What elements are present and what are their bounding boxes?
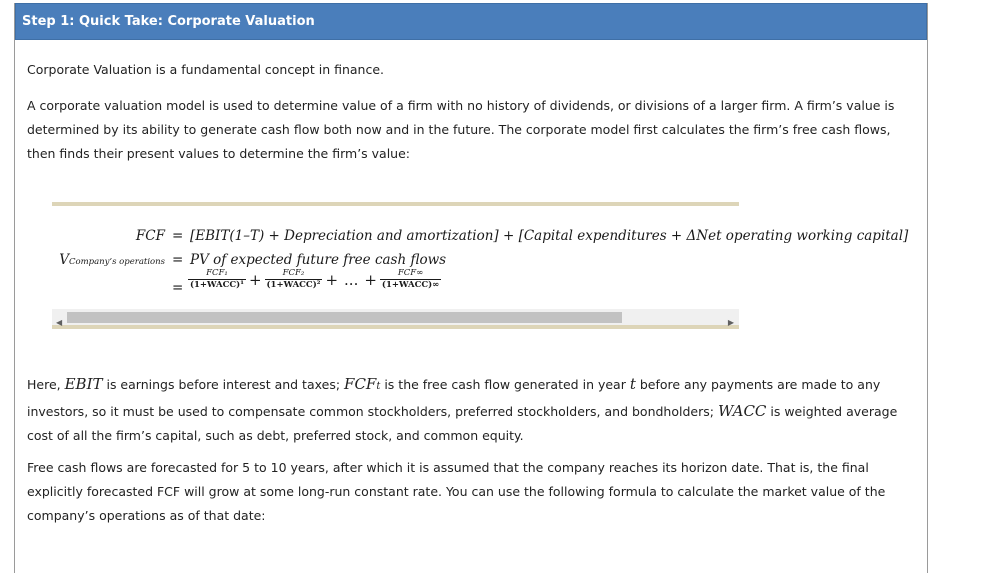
- intro-paragraph: Corporate Valuation is a fundamental concept in finance.: [27, 62, 385, 77]
- term-1: [188, 268, 246, 291]
- pv-sum-expression: [188, 267, 441, 292]
- def-text-4: before any payments are made to any investors, so it must be used to compensate common stockholders, preferred stockholders, and bondholders;: [27, 377, 881, 419]
- term-1-num: FCF₁: [188, 268, 246, 280]
- plus-2: +: [325, 270, 339, 289]
- model-paragraph: A corporate valuation model is used to determine value of a firm with no history of dividends, or divisions of a larger firm. A firm’s value is determined by its ability to generate cash flow both now and in the future. The corporate model first calculates the firm’s free cash flows, then finds their present values to determine the firm’s value:: [27, 98, 895, 161]
- definitions-paragraph: [27, 372, 917, 448]
- plus-3: +: [364, 270, 377, 289]
- term-3-num: FCF∞: [380, 268, 441, 280]
- fcf-definition: [EBIT(1–T) + Depreciation and amortization] + [Capital expenditures + ΔNet operating working capital]: [190, 228, 909, 244]
- eq-sign-2: =: [172, 252, 184, 268]
- def-text-2: is earnings before interest and taxes;: [102, 377, 345, 392]
- term-2: [265, 268, 323, 291]
- scroll-right-icon[interactable]: ▶: [727, 318, 734, 327]
- pv-definition: PV of expected future free cash flows: [190, 252, 447, 268]
- horizon-paragraph: Free cash flows are forecasted for 5 to 10 years, after which it is assumed that the company reaches its horizon date. That is, the final explicitly forecasted FCF will grow at some long-run constant rate. You can use the following formula to calculate the market value of the company’s operations as of that date:: [27, 460, 886, 523]
- eq-sign-3: =: [172, 280, 184, 296]
- fcf-lhs: FCF: [135, 228, 165, 244]
- horizontal-scrollbar[interactable]: [52, 309, 739, 325]
- fcf-subscript: t: [376, 381, 381, 392]
- term-2-den: (1+WACC)²: [266, 280, 321, 290]
- scrollbar-thumb[interactable]: [67, 312, 622, 323]
- wacc-symbol: WACC: [717, 402, 767, 420]
- term-3: [380, 268, 441, 291]
- t-symbol: t: [629, 375, 636, 393]
- def-text-1: Here,: [27, 377, 65, 392]
- step-title: Step 1: Quick Take: Corporate Valuation: [22, 14, 315, 29]
- v-company-lhs: [52, 248, 165, 274]
- term-1-den: (1+WACC)¹: [190, 280, 244, 290]
- v-symbol: V: [59, 252, 69, 268]
- eq-sign-1: =: [172, 228, 184, 244]
- def-text-3: is the free cash flow generated in year: [380, 377, 630, 392]
- term-3-den: (1+WACC)∞: [381, 280, 440, 290]
- ellipsis: ...: [344, 270, 359, 289]
- step-panel: [14, 3, 928, 573]
- def-text-5: is weighted average cost of all the firm’s capital, such as debt, preferred stock, and common equity.: [27, 404, 898, 443]
- ebit-symbol: EBIT: [64, 375, 103, 393]
- scroll-left-icon[interactable]: ◀: [56, 318, 63, 327]
- formula-box: [52, 202, 909, 329]
- v-subscript: Company’s operations: [68, 257, 165, 267]
- step-header: [15, 3, 927, 40]
- term-2-num: FCF₂: [265, 268, 323, 280]
- fcf-symbol: FCF: [344, 375, 377, 393]
- plus-1: +: [248, 270, 262, 289]
